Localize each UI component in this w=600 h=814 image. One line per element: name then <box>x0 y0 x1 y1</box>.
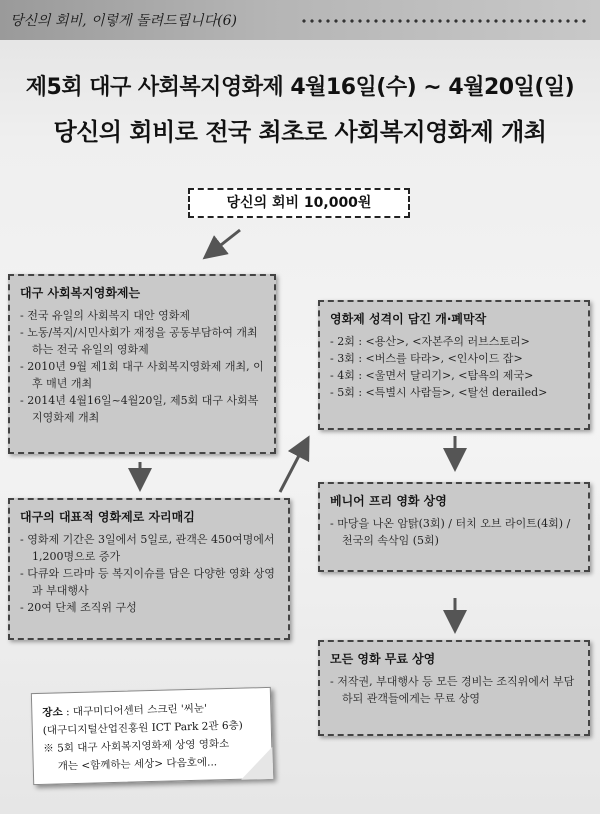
remark-line-2: 개는 <함께하는 세상> 다음호에... <box>57 756 218 773</box>
arrow-representative-to-films <box>280 446 304 492</box>
list-item: - 노동/복지/시민사회가 재정을 공동부담하여 개최하는 전국 유일의 영화제 <box>20 324 264 358</box>
list-item: - 영화제 기간은 3일에서 5일로, 관객은 450여명에서 1,200명으로 증가 <box>20 531 278 565</box>
page-curl <box>240 747 273 780</box>
location-detail: (대구디지털산업진흥원 ICT Park 2관 6층) <box>42 719 243 737</box>
list-item: - 20여 단체 조직위 구성 <box>20 599 278 616</box>
location-note <box>31 687 273 785</box>
box-festival-intro <box>8 274 276 454</box>
box-heading: 모든 영화 무료 상영 <box>330 652 436 666</box>
list-item: - 2회 : <용산>, <자본주의 러브스토리> <box>330 333 578 350</box>
page-title: 제5회 대구 사회복지영화제 4월16일(수) ~ 4월20일(일) <box>25 75 575 100</box>
list-item: - 5회 : <특별시 사람들>, <탈선 derailed> <box>330 384 578 401</box>
location-value: : 대구미디어센터 스크린 '씨눈' <box>65 702 208 719</box>
fee-label: 당신의 회비 10,000원 <box>188 188 410 218</box>
box-heading: 대구 사회복지영화제는 <box>20 286 141 300</box>
remark-line-1: ※ 5회 대구 사회복지영화제 상영 영화소 <box>43 737 230 755</box>
dotted-divider <box>300 19 588 23</box>
arrow-fee-to-festival <box>212 230 240 252</box>
list-item: - 마당을 나온 암탉(3회) / 터치 오브 라이트(4회) / 천국의 속삭임 (5회) <box>330 515 578 549</box>
box-heading: 베니어 프리 영화 상영 <box>330 494 447 508</box>
box-opening-closing-films <box>318 300 590 430</box>
box-free-screening <box>318 640 590 736</box>
header-bar <box>0 0 600 40</box>
list-item: - 4회 : <울면서 달리기>, <탐욕의 제국> <box>330 367 578 384</box>
location-key: 장소 <box>42 706 63 719</box>
list-item: - 저작권, 부대행사 등 모든 경비는 조직위에서 부담하되 관객들에게는 무료 상영 <box>330 673 578 707</box>
list-item: - 3회 : <버스를 타라>, <인사이드 잡> <box>330 350 578 367</box>
box-representative <box>8 498 290 640</box>
page-subtitle: 당신의 회비로 전국 최초로 사회복지영화제 개최 <box>53 118 547 146</box>
box-heading: 영화제 성격이 담긴 개·폐막작 <box>330 312 487 326</box>
list-item: - 2010년 9월 제1회 대구 사회복지영화제 개최, 이후 매년 개최 <box>20 358 264 392</box>
box-barrier-free <box>318 482 590 572</box>
list-item: - 전국 유일의 사회복지 대안 영화제 <box>20 307 264 324</box>
list-item: - 다큐와 드라마 등 복지이슈를 담은 다양한 영화 상영과 부대행사 <box>20 565 278 599</box>
series-label: 당신의 회비, 이렇게 돌려드립니다(6) <box>10 13 237 29</box>
list-item: - 2014년 4월16일~4월20일, 제5회 대구 사회복지영화제 개최 <box>20 392 264 426</box>
box-heading: 대구의 대표적 영화제로 자리매김 <box>20 510 195 524</box>
